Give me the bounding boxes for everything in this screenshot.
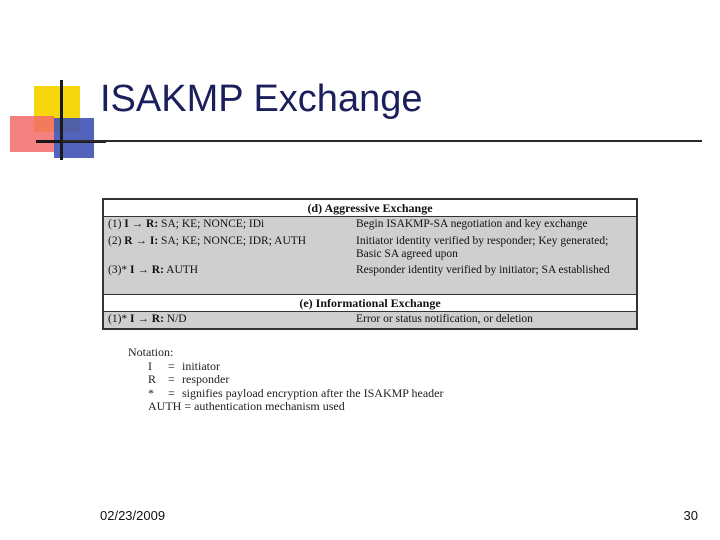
- notation-text: responder: [182, 372, 230, 386]
- row-payload: AUTH: [166, 264, 199, 276]
- table-row-d3-left: [108, 264, 198, 277]
- notation-text: initiator: [182, 358, 220, 373]
- notation-item: [128, 360, 443, 374]
- row-step: (2): [108, 235, 122, 247]
- notation-item: [128, 387, 443, 401]
- row-direction: R → I:: [124, 235, 159, 247]
- notation-legend: [128, 346, 443, 414]
- table-row-e1-left: [108, 313, 187, 326]
- row-payload: N/D: [166, 313, 187, 325]
- title-divider: [62, 140, 702, 142]
- row-direction: I → R:: [124, 218, 159, 230]
- row-step: (1): [108, 218, 122, 230]
- notation-symbol: *: [148, 385, 154, 400]
- notation-symbol: AUTH: [148, 399, 182, 413]
- row-direction: I → R:: [130, 313, 164, 325]
- notation-item: [128, 373, 443, 387]
- slide-title: ISAKMP Exchange: [100, 78, 423, 120]
- notation-heading: Notation:: [128, 345, 174, 359]
- exchange-table: [102, 198, 638, 330]
- table-row-e1-desc: Error or status notification, or deletion: [356, 313, 533, 325]
- section-heading-informational: (e) Informational Exchange: [104, 294, 636, 312]
- notation-equals: =: [184, 399, 192, 413]
- notation-equals: =: [168, 385, 175, 400]
- notation-equals: =: [168, 358, 175, 373]
- logo-red-square: [10, 116, 54, 152]
- notation-text: authentication mechanism used: [194, 399, 345, 413]
- row-payload: SA; KE; NONCE; IDR; AUTH: [161, 235, 307, 247]
- notation-item: [128, 400, 443, 414]
- row-payload: SA; KE; NONCE; IDi: [161, 218, 265, 230]
- notation-symbol: R: [148, 372, 157, 386]
- table-row-d2-desc: Initiator identity verified by responder; Key generated; Basic SA agreed upon: [356, 235, 609, 260]
- slide-date: 02/23/2009: [100, 508, 166, 523]
- slide-logo-decoration: [0, 0, 110, 170]
- row-step: (3)*: [108, 264, 128, 276]
- slide-page-number: 30: [683, 508, 698, 523]
- notation-text: signifies payload encryption after the ISAKMP header: [182, 385, 444, 400]
- row-step: (1)*: [108, 313, 128, 325]
- table-row-d3-desc: Responder identity verified by initiator; SA established: [356, 264, 610, 276]
- logo-vertical-line: [60, 80, 63, 160]
- table-row-d1-left: [108, 218, 264, 231]
- notation-equals: =: [168, 372, 175, 386]
- notation-symbol: I: [148, 358, 152, 373]
- section-heading-aggressive: (d) Aggressive Exchange: [104, 200, 636, 217]
- table-row-d2-left: [108, 235, 306, 248]
- row-direction: I → R:: [130, 264, 164, 276]
- table-row-d1-desc: Begin ISAKMP-SA negotiation and key exchange: [356, 218, 588, 230]
